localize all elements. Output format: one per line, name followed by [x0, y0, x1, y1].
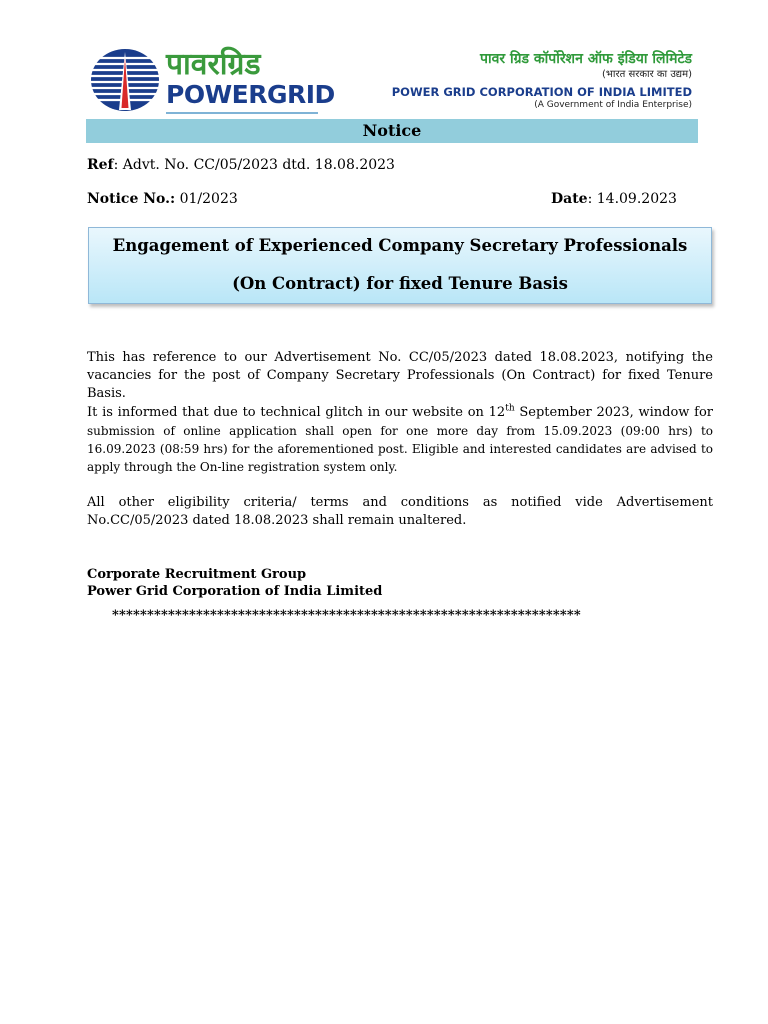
- paragraph-terms: All other eligibility criteria/ terms and conditions as notified vide Advertisement No.CC/05/2023 dated 18.08.2023 shall remain unaltered.: [87, 495, 713, 528]
- para2-start: It is informed that due to technical glitch in our website on 12: [87, 405, 506, 420]
- notice-number-line: [87, 190, 238, 208]
- corp-name-hindi: पावर ग्रिड कॉर्पोरेशन ऑफ इंडिया लिमिटेड: [480, 51, 692, 67]
- paragraph-information-first-line: [87, 404, 713, 422]
- para2-rest: submission of online application shall open for one more day from 15.09.2023 (09:00 hrs) to 16.09.2023 (08:59 hrs) for the aforementioned post. Eligible and interested candidates are advised to apply through the On-line registration system only.: [87, 424, 713, 474]
- reference-line: [87, 156, 395, 174]
- logo-hindi-text: पावरग्रिड: [166, 47, 261, 82]
- corporation-name-block: [392, 50, 692, 111]
- logo-underline: [166, 112, 318, 114]
- corp-subtitle-english: (A Government of India Enterprise): [534, 100, 692, 110]
- paragraph-reference: This has reference to our Advertisement No. CC/05/2023 dated 18.08.2023, notifying the vacancies for the post of Company Secretary Professionals (On Contract) for fixed Tenure Basis.: [87, 350, 713, 401]
- separator-stars: *******************************************************************: [112, 608, 581, 623]
- corp-subtitle-hindi: (भारत सरकार का उद्यम): [602, 69, 692, 80]
- signature-line-2: Power Grid Corporation of India Limited: [87, 584, 383, 599]
- subject-title-box: [88, 227, 712, 304]
- para2-mid: September 2023, window for: [514, 405, 713, 420]
- notice-heading: Notice: [86, 119, 698, 143]
- corp-name-english: POWER GRID CORPORATION OF INDIA LIMITED: [391, 85, 692, 99]
- subject-title-line-2: (On Contract) for fixed Tenure Basis: [232, 274, 568, 293]
- notice-no-value: 01/2023: [175, 191, 238, 207]
- signature-line-1: Corporate Recruitment Group: [87, 567, 307, 582]
- notice-no-label: Notice No.:: [87, 191, 176, 207]
- logo-english-text: POWERGRID: [166, 80, 335, 109]
- powergrid-logo-icon: [90, 48, 160, 112]
- subject-title-line-1: Engagement of Experienced Company Secretary Professionals: [112, 236, 688, 255]
- ref-text: : Advt. No. CC/05/2023 dtd. 18.08.2023: [113, 157, 395, 173]
- date-line: [551, 190, 677, 208]
- paragraph-information: [87, 404, 713, 476]
- para2-superscript: th: [505, 403, 515, 414]
- date-label: Date: [551, 191, 588, 207]
- date-value: : 14.09.2023: [587, 191, 677, 207]
- letterhead: [86, 44, 698, 118]
- ref-label: Ref: [87, 157, 114, 173]
